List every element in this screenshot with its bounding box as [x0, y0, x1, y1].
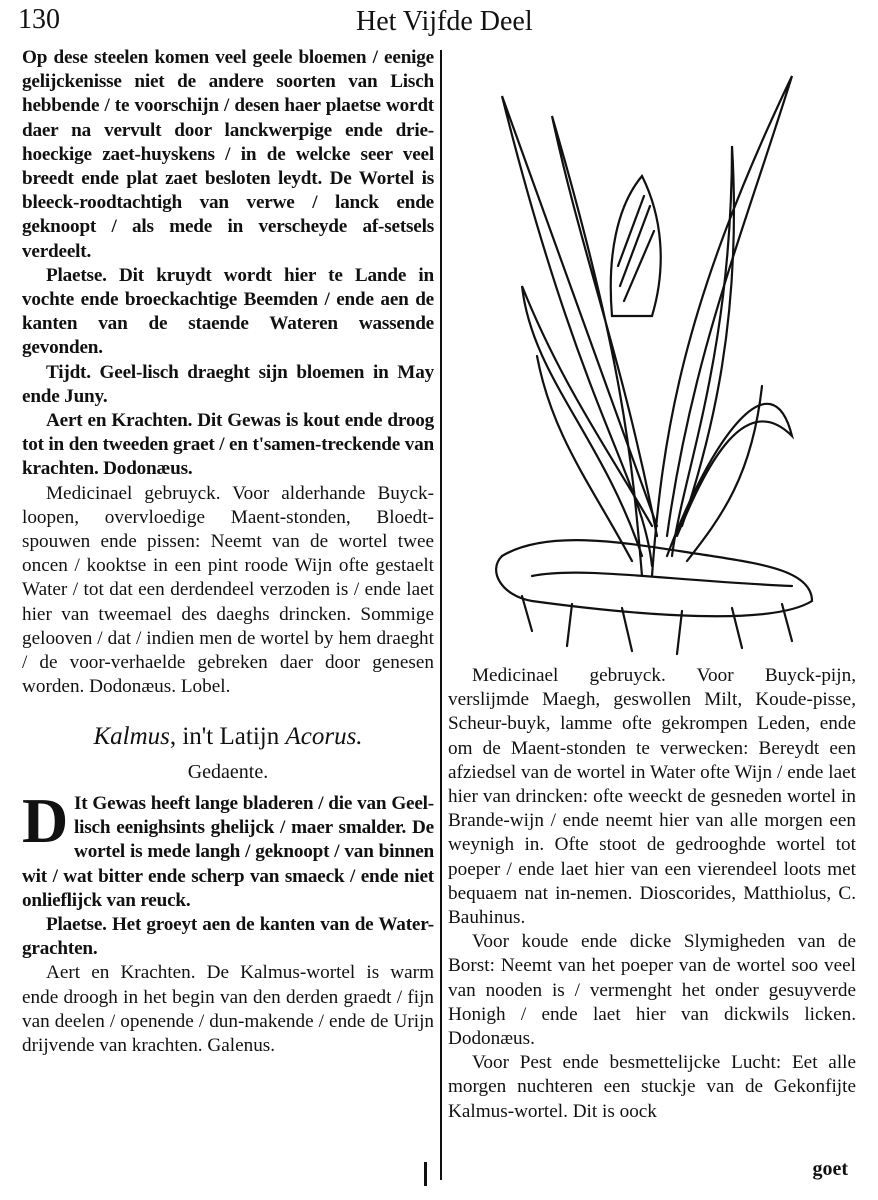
heading-middle: , in't Latijn: [169, 723, 286, 751]
plant-woodcut-illustration: [492, 56, 822, 656]
running-title: Het Vijfde Deel: [356, 6, 533, 37]
paragraph-plaetse: Plaetse. Dit kruydt wordt hier te Lande in vochte ende broeckachtige Beemden / ende aen de kanten van de staende Wateren wassende gevonden.: [22, 264, 434, 359]
subheading-gedaente: Gedaente.: [187, 760, 269, 783]
paragraph-description: Op dese steelen komen veel geele bloemen / eenige gelijckenisse niet de andere soorten van Lisch hebbende / te voorschijn / desen haer plaetse wordt daer na vervult door lanckwerpige ende drie-hoeckige zaet-huyskens / in de welcke seer veel breedt ende plat zaet besloten leydt. De Wortel is bleeck-roodtachtigh van verwe / lanck ende geknoopt / als mede in verscheyde af-setsels verdeelt.: [22, 47, 434, 262]
drop-cap: D: [22, 784, 69, 856]
paragraph-right-pest: Voor Pest ende besmettelijcke Lucht: Eet alle morgen nuchteren een stuckje van de Gekonfijte Kalmus-wortel. Dit is oock: [448, 1052, 856, 1122]
paragraph-gedaente-text: It Gewas heeft lange bladeren / die van Geel-lisch eenighsints ghelijck / maer smalder. De wortel is mede langh / geknoopt / van binnen wit / wat bitter ende scherp van smaeck / ende niet onlieflijck van reuck.: [22, 792, 434, 911]
page-header: [0, 0, 878, 46]
bottom-mark: [424, 1162, 427, 1186]
paragraph-aert-krachten: Aert en Krachten. Dit Gewas is kout ende droog tot in den tweeden graet / en t'samen-treckende van krachten. Dodonæus.: [22, 410, 434, 480]
right-column: [448, 664, 856, 1124]
left-column: [22, 46, 434, 1058]
paragraph-gedaente: [22, 784, 434, 913]
paragraph-medicinael: Medicinael gebruyck. Voor alderhande Buyck-loopen, overvloedige Maent-stonden, Bloedt-spouwen ende pissen: Neemt van de wortel twee oncen / kooktse in een pint roode Wijn ofte gestaelt Water / tot dat een derdendeel verzoden is / ende laet hier van tweemael des daeghs drincken. Sommige gelooven / dat / indien men de wortel by hem draeght / de voor-verhaelde gebreken daer door genesen worden. Dodonæus. Lobel.: [22, 482, 434, 698]
paragraph-kalmus-plaetse: Plaetse. Het groeyt aen de kanten van de Water-grachten.: [22, 913, 434, 960]
heading-name: Kalmus: [93, 723, 170, 751]
column-divider: [440, 50, 442, 1180]
paragraph-kalmus-aert: Aert en Krachten. De Kalmus-wortel is warm ende droogh in het begin van den derden graedt / fijn van deelen / openende / dun-makende / ende de Urijn drijvende van krachten. Galenus.: [22, 962, 434, 1056]
paragraph-right-borst: Voor koude ende dicke Slymigheden van de Borst: Neemt van het poeper van de wortel soo veel van nooden is / vermenght het onder gesuyverde Honigh / ende laet hier van dickwils licken. Dodonæus.: [448, 931, 856, 1050]
paragraph-tijdt: Tijdt. Geel-lisch draeght sijn bloemen in May ende Juny.: [22, 361, 434, 407]
page-number: 130: [18, 4, 60, 35]
catchword: goet: [812, 1158, 848, 1180]
paragraph-right-medicinael: Medicinael gebruyck. Voor Buyck-pijn, verslijmde Maegh, geswollen Milt, Koude-pisse, Scheur-buyk, lamme ofte gekrompen Leden, ende om de Maent-stonden te verwecken: Bereydt een afziedsel van de wortel in Water ofte Wijn / ende laet hier van drincken: ofte weeckt de gesneden wortel in Brande-wijn / ende neemt hier van alle morgen een weynigh in. Ofte stoot de gedrooghde wortel tot poeper / ende laet hier van een vierendeel loots met bequaem nat in-nemen. Dioscorides, Matthiolus, C. Bauhinus.: [448, 665, 856, 929]
heading-latin: Acorus.: [285, 723, 363, 751]
section-heading: [22, 725, 434, 749]
